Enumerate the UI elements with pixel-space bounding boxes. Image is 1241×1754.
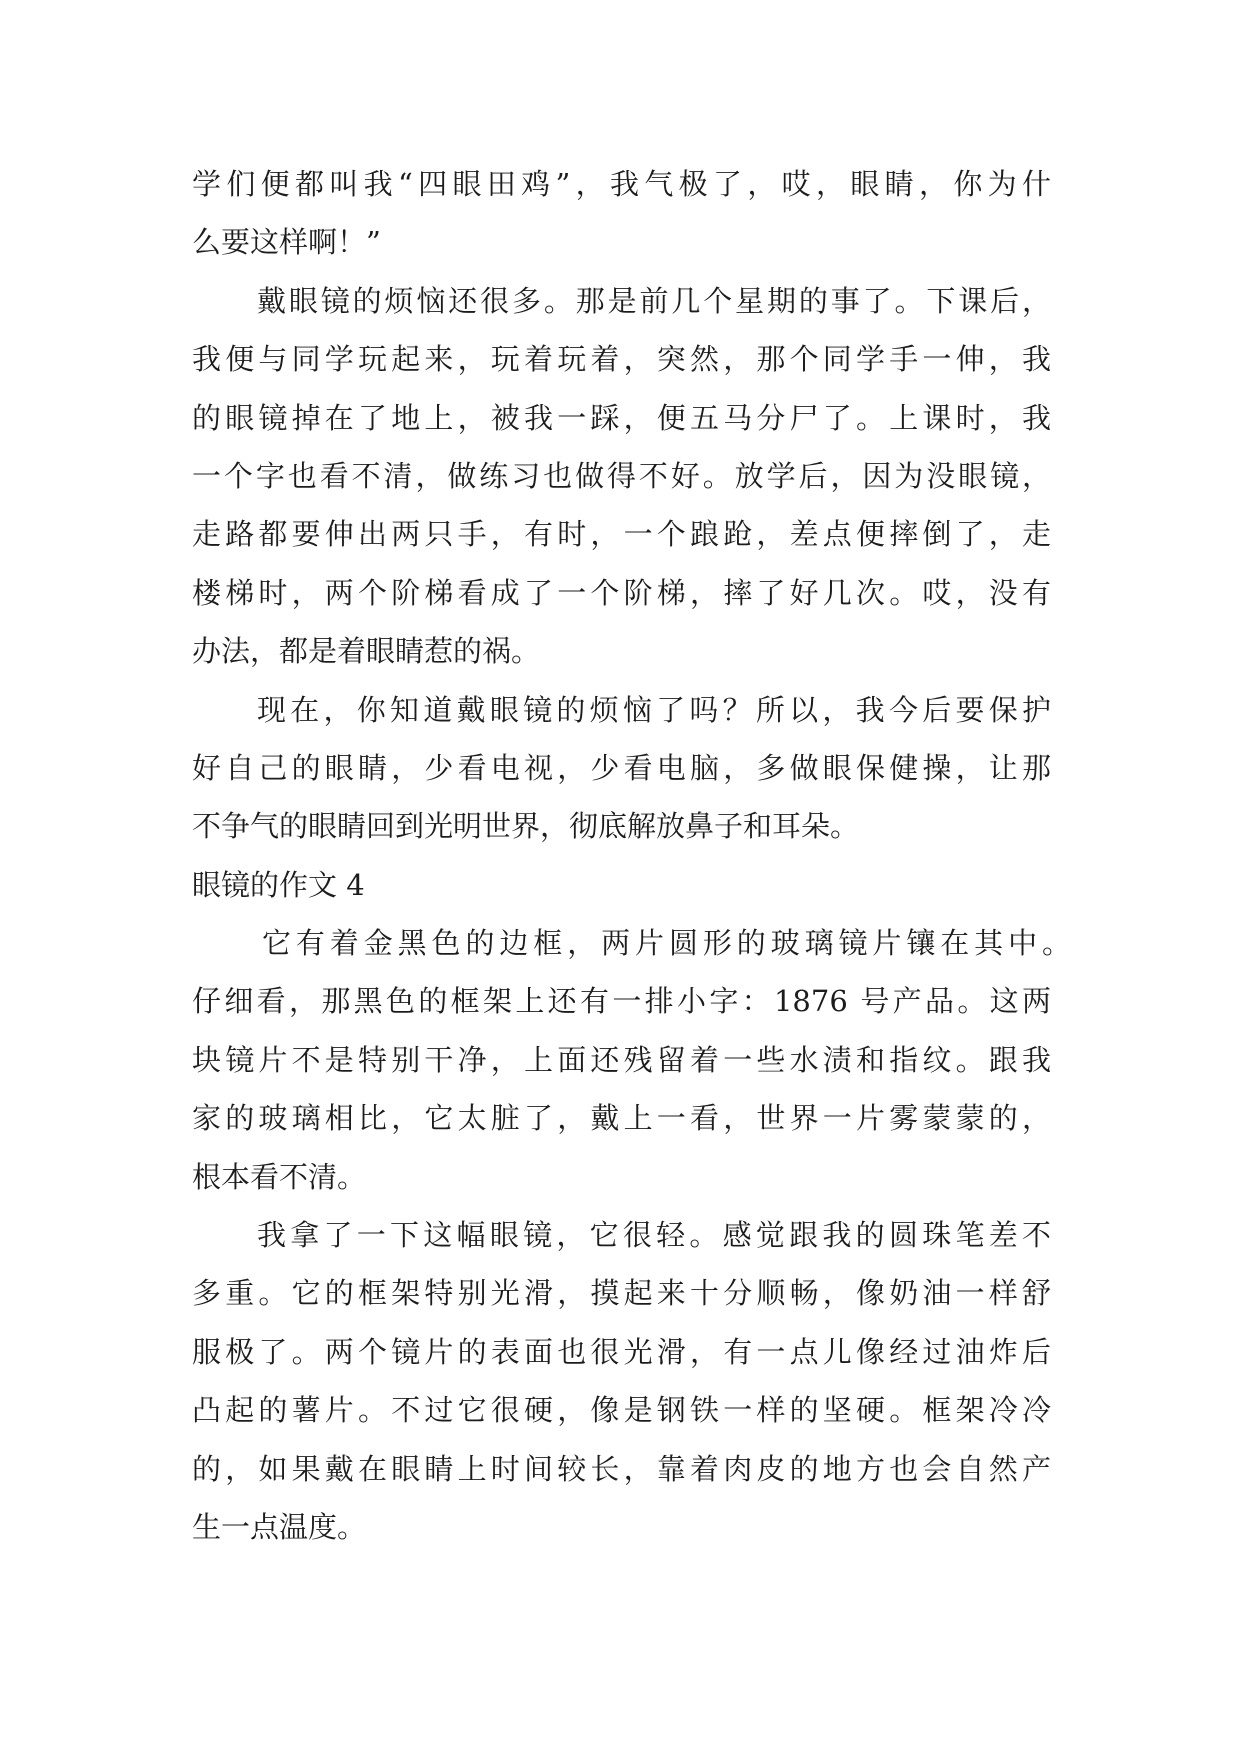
text-line: 现在，你知道戴眼镜的烦恼了吗？所以，我今后要保护 [257,692,1051,727]
paragraph [192,681,1051,856]
paragraph [192,155,1051,272]
paragraph [192,272,1051,681]
text-line: 一个字也看不清，做练习也做得不好。放学后，因为没眼镜， [192,458,1051,493]
text-line: 办法，都是着眼睛惹的祸。 [192,634,541,669]
text-line: 服极了。两个镜片的表面也很光滑，有一点儿像经过油炸后 [192,1334,1051,1369]
text-line: 的，如果戴在眼睛上时间较长，靠着肉皮的地方也会自然产 [192,1451,1051,1486]
text-line: 么要这样啊！” [192,225,381,260]
text-line: 仔细看，那黑色的框架上还有一排小字：1876 号产品。这两 [192,984,1051,1019]
paragraph [192,1206,1051,1556]
text-line: 戴眼镜的烦恼还很多。那是前几个星期的事了。下课后， [257,283,1051,318]
text-line: 家的玻璃相比，它太脏了，戴上一看，世界一片雾蒙蒙的， [192,1101,1051,1136]
text-line: 块镜片不是特别干净，上面还残留着一些水渍和指纹。跟我 [192,1042,1051,1077]
text-line: 凸起的薯片。不过它很硬，像是钢铁一样的坚硬。框架冷冷 [192,1393,1051,1428]
text-line: 生一点温度。 [192,1509,367,1544]
text-line: 楼梯时，两个阶梯看成了一个阶梯，摔了好几次。哎，没有 [192,575,1051,610]
text-line: 它有着金黑色的边框，两片圆形的玻璃镜片镶在其中。 [262,926,1071,961]
text-line: 的眼镜掉在了地上，被我一踩，便五马分尸了。上课时，我 [192,400,1051,435]
text-line: 好自己的眼睛，少看电视，少看电脑，多做眼保健操，让那 [192,750,1051,785]
paragraph [192,914,1071,1206]
text-line: 多重。它的框架特别光滑，摸起来十分顺畅，像奶油一样舒 [192,1276,1051,1311]
text-line: 我拿了一下这幅眼镜，它很轻。感觉跟我的圆珠笔差不 [257,1218,1051,1253]
section-heading: 眼镜的作文 4 [192,867,365,902]
text-line: 我便与同学玩起来，玩着玩着，突然，那个同学手一伸，我 [192,342,1051,377]
text-line: 根本看不清。 [192,1159,367,1194]
text-line: 学们便都叫我“四眼田鸡”，我气极了，哎，眼睛，你为什 [192,167,1051,201]
text-line: 走路都要伸出两只手，有时，一个踉跄，差点便摔倒了，走 [192,517,1051,552]
document-body [192,155,1071,1556]
text-line: 不争气的眼睛回到光明世界，彻底解放鼻子和耳朵。 [192,809,860,844]
